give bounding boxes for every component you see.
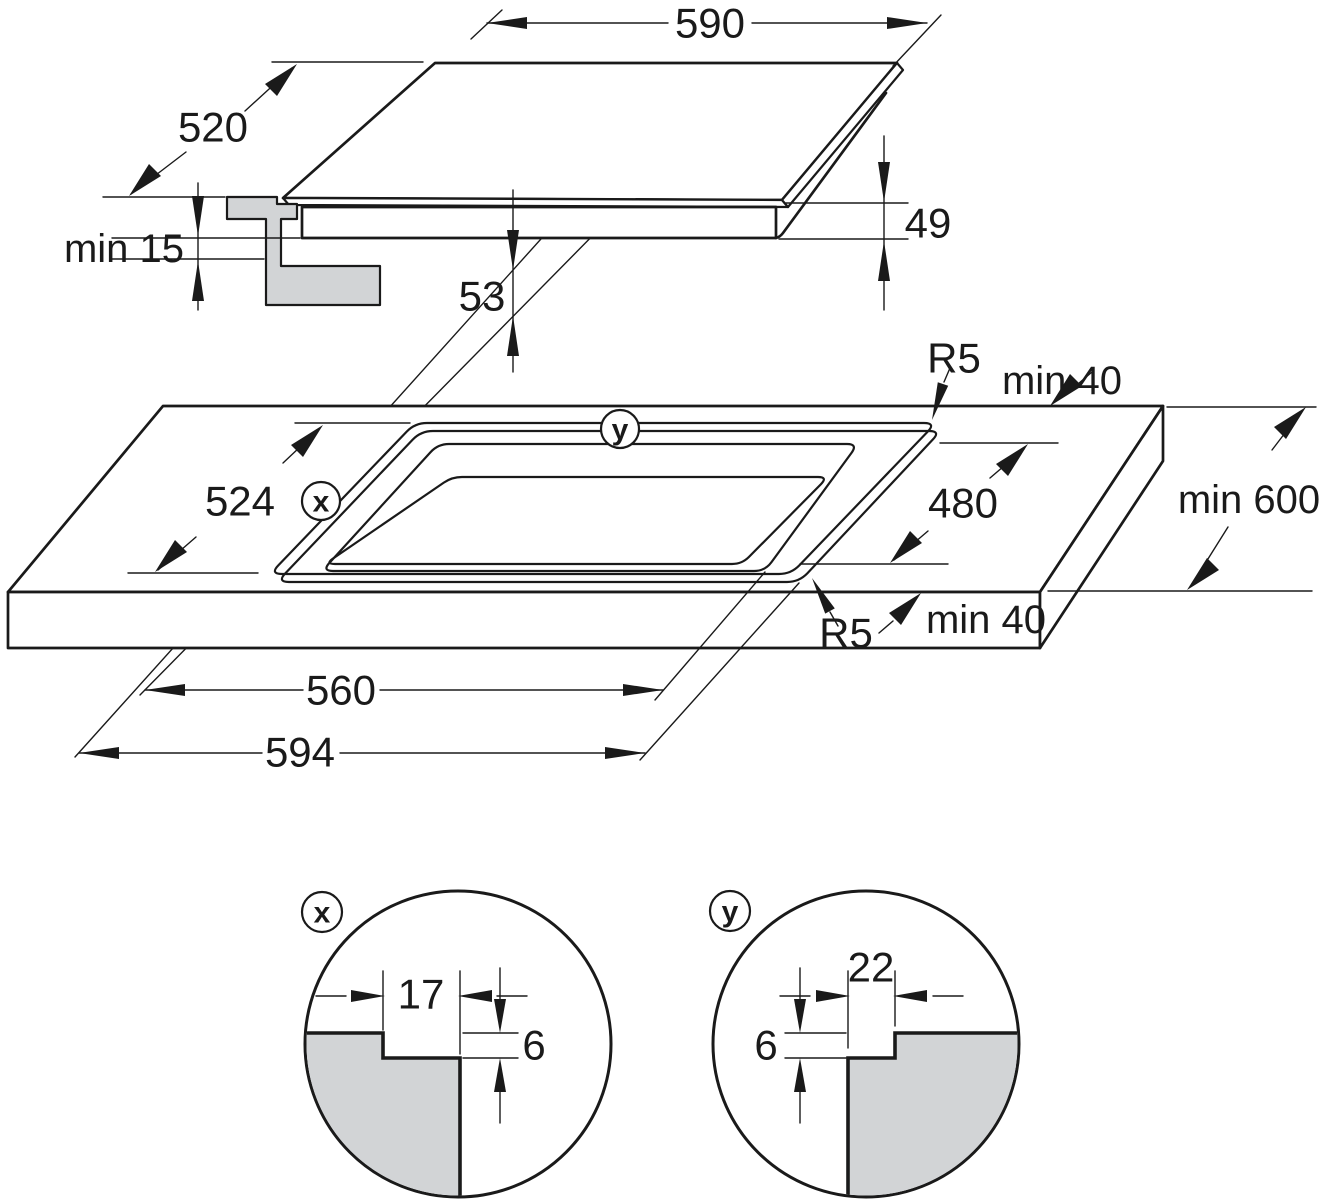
dim-53-label: 53 — [458, 272, 506, 320]
dim-560-label: 560 — [305, 666, 377, 714]
dim-min15-arrow-lower — [192, 261, 204, 301]
dim-520-arrow-upper — [265, 64, 297, 96]
dim-520-arrow-lower — [129, 164, 161, 196]
dim-590-label: 590 — [674, 0, 746, 47]
dim-min600-label: min 600 — [1177, 478, 1321, 522]
dim-590 — [471, 0, 941, 66]
dim-53-arrow-lower — [507, 316, 519, 356]
dim-590-arrow-right — [887, 17, 927, 29]
dim-49-arrow-lower — [878, 241, 890, 281]
dim-min600-arrow-upper — [1274, 407, 1306, 439]
dim-560 — [145, 667, 663, 714]
detail-y-marker — [710, 891, 750, 931]
dim-594-arrow-right — [605, 747, 645, 759]
detail-x-6-label: 6 — [522, 1021, 546, 1069]
dim-594-label: 594 — [264, 728, 336, 776]
dim-49-arrow-upper — [878, 162, 890, 202]
dim-560-arrow-right — [623, 684, 663, 696]
body-front-face — [302, 207, 776, 238]
dim-min40-front-label: min 40 — [925, 598, 1047, 642]
detail-y-22-label: 22 — [847, 943, 895, 991]
dim-594 — [79, 729, 645, 776]
detail-circle-y — [710, 891, 1028, 1200]
dim-520-label: 520 — [177, 103, 249, 151]
dim-min15-arrow-upper — [192, 196, 204, 236]
marker-y-label: y — [611, 413, 629, 447]
dim-min40-back — [1002, 359, 1122, 406]
dim-49-label: 49 — [904, 199, 952, 247]
dim-r5-back-label: R5 — [927, 334, 981, 382]
dim-594-arrow-left — [79, 747, 119, 759]
detail-x-marker — [302, 892, 342, 932]
worktop-cutout-view — [8, 335, 1320, 776]
dim-min600-arrow-lower — [1187, 558, 1219, 590]
dim-480-label: 480 — [927, 479, 999, 527]
dim-560-arrow-left — [145, 684, 185, 696]
marker-x-label: x — [312, 485, 330, 519]
detail-marker-y-ref — [601, 410, 639, 448]
worktop-front-face — [8, 592, 1040, 648]
dim-53-arrow-upper — [507, 230, 519, 270]
detail-x-17-label: 17 — [397, 970, 445, 1018]
detail-circle-x — [296, 891, 611, 1200]
dim-min15-label: min 15 — [63, 227, 185, 271]
detail-y-marker-label: y — [721, 895, 739, 929]
detail-y-6-label: 6 — [754, 1021, 778, 1069]
dim-min40-back-label: min 40 — [1001, 359, 1123, 403]
dim-r5-front-label: R5 — [819, 609, 873, 657]
detail-marker-x-ref — [302, 482, 340, 520]
dim-524-label: 524 — [204, 477, 276, 525]
detail-x-marker-label: x — [313, 896, 331, 930]
